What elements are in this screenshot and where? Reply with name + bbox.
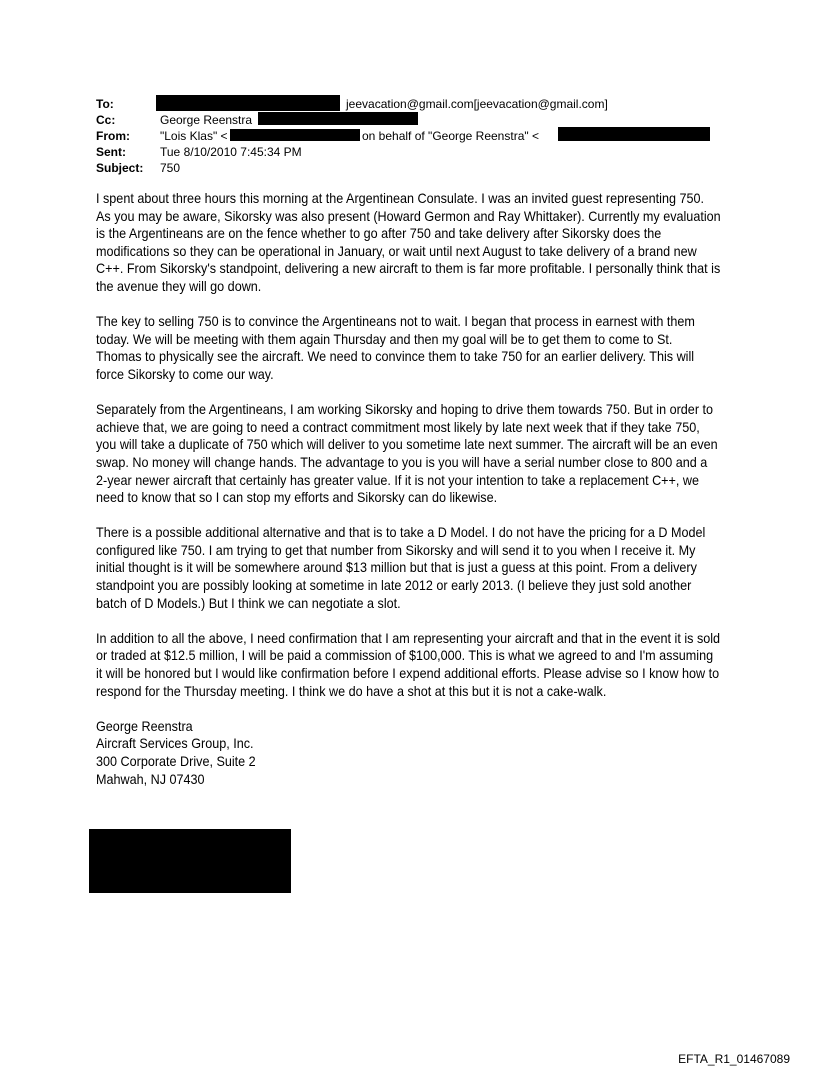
from-name: "Lois Klas" < [160,129,228,143]
sent-value: Tue 8/10/2010 7:45:34 PM [160,145,302,159]
redaction-block [258,112,418,125]
document-id: EFTA_R1_01467089 [678,1052,790,1066]
sent-label: Sent: [96,145,126,159]
cc-value: George Reenstra [160,113,253,127]
body-paragraph-1: I spent about three hours this morning at the Argentinean Consulate. I was an invited guest representing 750. As you may be aware, Sikorsky was also present (Howard Germon and Ray Whittaker). Currently my evaluation is the Argentineans are on the fence whether to go after 750 and take delivery after Sikorsky does the modifications so they can be operational in January, or wait until next August to take delivery of a brand new C++. From Sikorsky's standpoint, delivering a new aircraft to them is far more profitable. I personally think that is the avenue they will go down. [96,190,721,294]
redaction-block-signature [89,829,291,893]
email-body [96,190,721,788]
to-value: jeevacation@gmail.com[jeevacation@gmail.com] [346,97,608,111]
body-paragraph-2: The key to selling 750 is to convince the Argentineans not to wait. I began that process in earnest with them today. We will be meeting with them again Thursday and then my goal will be to get them to come to St. Thomas to physically see the aircraft. We need to convince them to take 750 for an earlier delivery. This will force Sikorsky to come our way. [96,313,695,382]
body-paragraph-5: In addition to all the above, I need confirmation that I am representing your aircraft and that in the event it is sold or traded at $12.5 million, I will be paid a commission of $100,000. This is what we agreed to and I'm assuming it will be honored but I would like confirmation before I expend additional efforts. Please advise so I know how to respond for the Thursday meeting. I think we do have a shot at this but it is not a cake-walk. [96,629,721,699]
redaction-block [230,129,360,141]
body-paragraph-3: Separately from the Argentineans, I am working Sikorsky and hoping to drive them towards 750. But in order to achieve that, we are going to need a contract commitment most likely by late next week that if they take 750, you will take a duplicate of 750 which will deliver to you sometime late next summer. The aircraft will be an even swap. No money will change hands. The advantage to you is you will have a serial number close to 800 and a 2-year newer aircraft that certainly has greater value. If it is not your intention to take a replacement C++, we need to know that so I can stop my efforts and Sikorsky can do likewise. [96,401,718,506]
to-label: To: [96,97,114,111]
signature-name: George Reenstra [96,717,193,734]
signature-block [96,718,721,788]
redaction-block [558,127,710,141]
from-label: From: [96,129,130,143]
from-behalf: on behalf of "George Reenstra" < [362,129,539,143]
signature-company: Aircraft Services Group, Inc. [96,735,254,752]
redaction-block [156,95,340,111]
subject-value: 750 [160,161,181,175]
subject-label: Subject: [96,161,144,175]
body-paragraph-4: There is a possible additional alternative and that is to take a D Model. I do not have the pricing for a D Model configured like 750. I am trying to get that number from Sikorsky and will send it to you when I receive it. My initial thought is it will be somewhere around $13 million but that is just a guess at this point. From a delivery standpoint you are possibly looking at sometime in late 2012 or early 2013. (I believe they just sold another batch of D Models.) But I think we can negotiate a slot. [96,524,706,611]
cc-label: Cc: [96,113,116,127]
signature-address-line-1: 300 Corporate Drive, Suite 2 [96,753,256,769]
signature-address-line-2: Mahwah, NJ 07430 [96,770,205,787]
